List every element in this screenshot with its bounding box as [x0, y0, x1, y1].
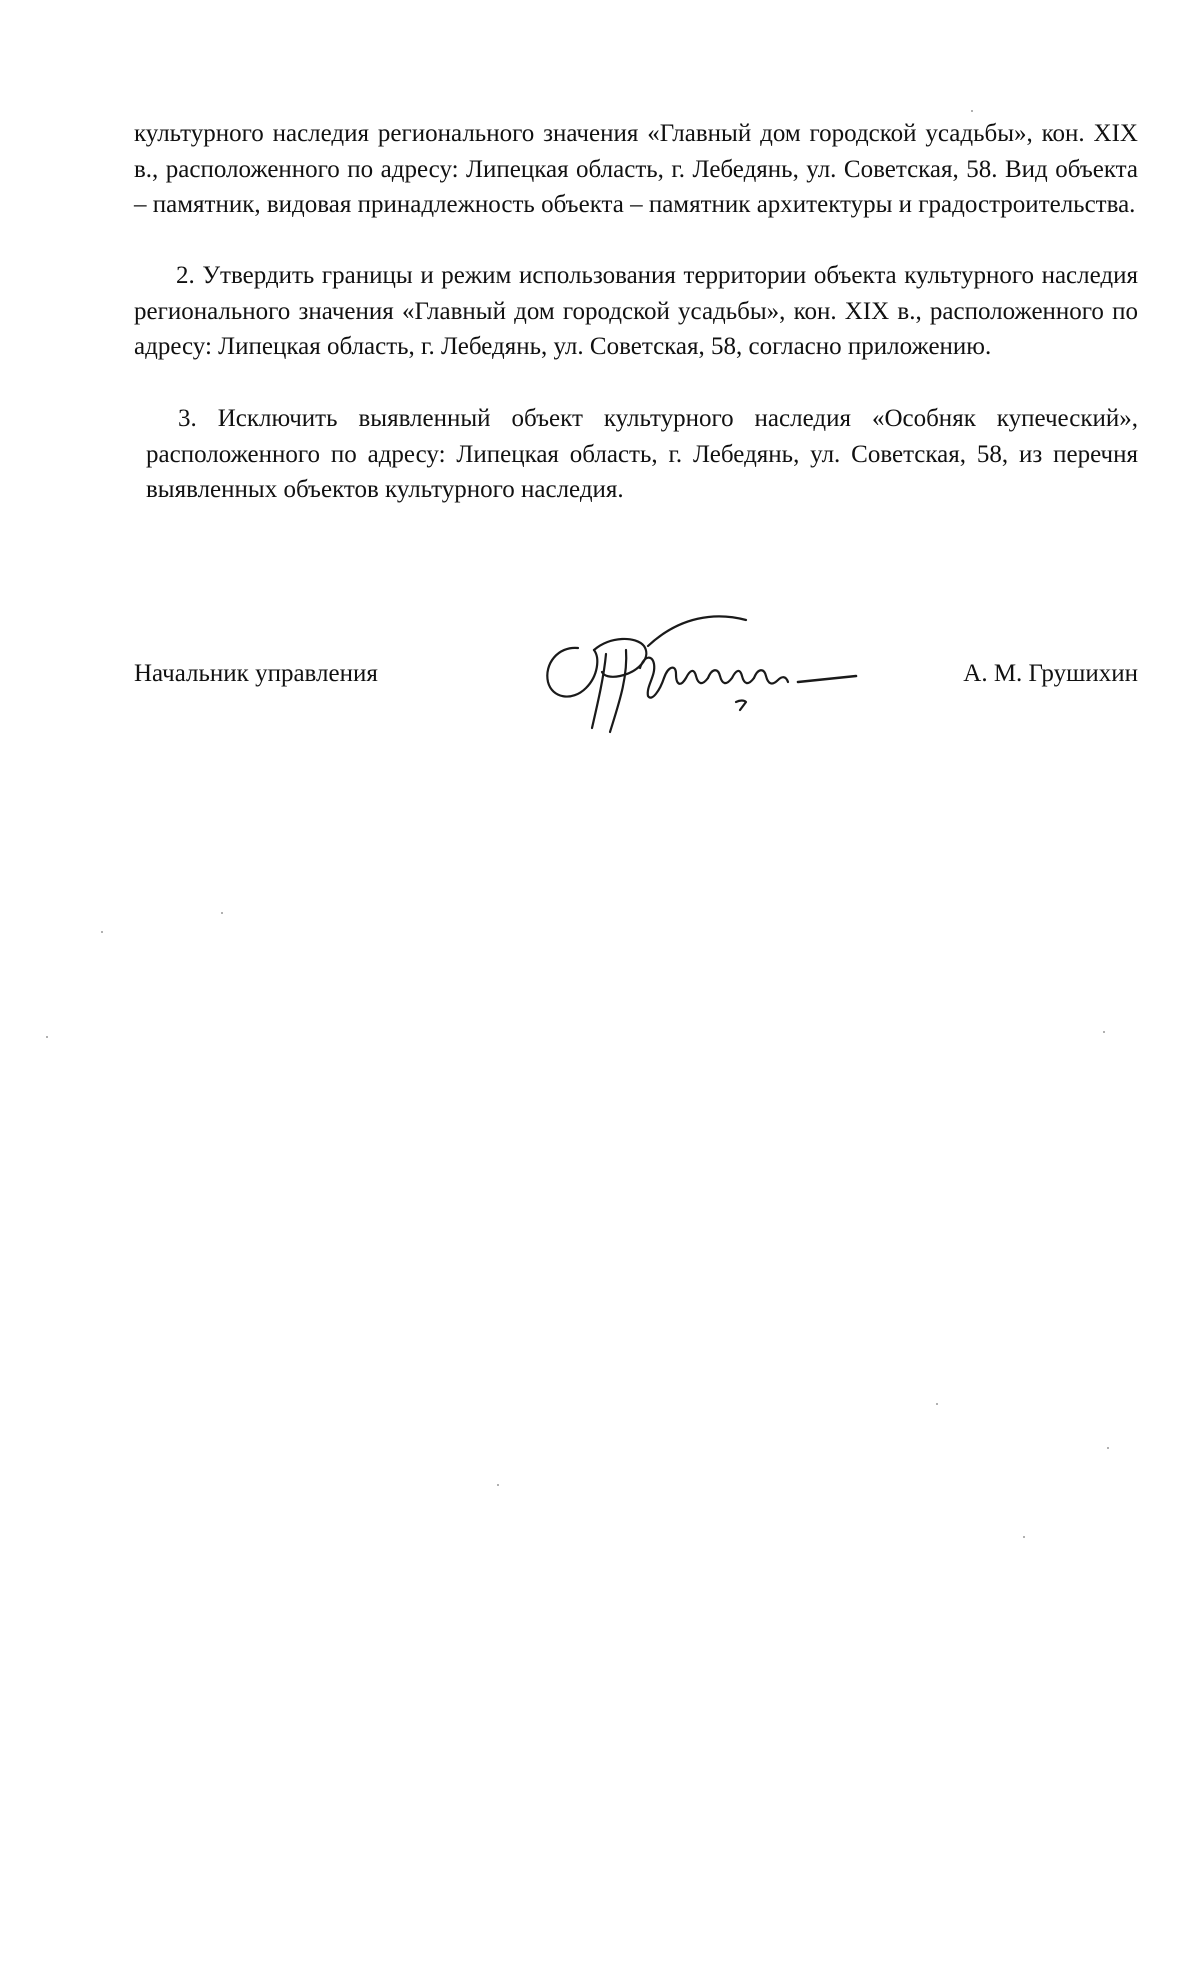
paragraph-2-text: 2. Утвердить границы и режим использования территории объекта культурного наследия регионального значения «Главный дом городской усадьбы», кон. XIX в., расположенного по адресу: Липецкая область, г. Лебедянь, ул. Советская, 58, согласно приложению.: [134, 262, 1138, 360]
scan-speck: [936, 1403, 938, 1405]
paragraph-2: [134, 258, 1138, 365]
scan-speck: [1103, 1031, 1105, 1033]
scan-speck: [1023, 1536, 1025, 1538]
paragraph-3: [146, 401, 1138, 508]
handwritten-signature: [540, 606, 870, 736]
paragraph-1-text: культурного наследия регионального значения «Главный дом городской усадьбы», кон. XIX в., расположенного по адресу: Липецкая область, г. Лебедянь, ул. Советская, 58. Вид объекта – памятник, видовая принадлежность объекта – памятник архитектуры и градостроительства.: [134, 120, 1138, 218]
scan-speck: [497, 1484, 499, 1486]
scan-speck: [221, 912, 223, 914]
signatory-title: Начальник управления: [134, 660, 378, 687]
paragraph-3-text: 3. Исключить выявленный объект культурного наследия «Особняк купеческий», расположенного по адресу: Липецкая область, г. Лебедянь, ул. Советская, 58, из перечня выявленных объектов культурного наследия.: [146, 405, 1138, 503]
scan-speck: [46, 1036, 48, 1038]
scan-speck: [101, 931, 103, 933]
scan-speck: [971, 110, 973, 112]
paragraph-1: [134, 116, 1138, 223]
scan-speck: [1107, 1447, 1109, 1449]
signatory-name: А. М. Грушихин: [963, 660, 1138, 687]
